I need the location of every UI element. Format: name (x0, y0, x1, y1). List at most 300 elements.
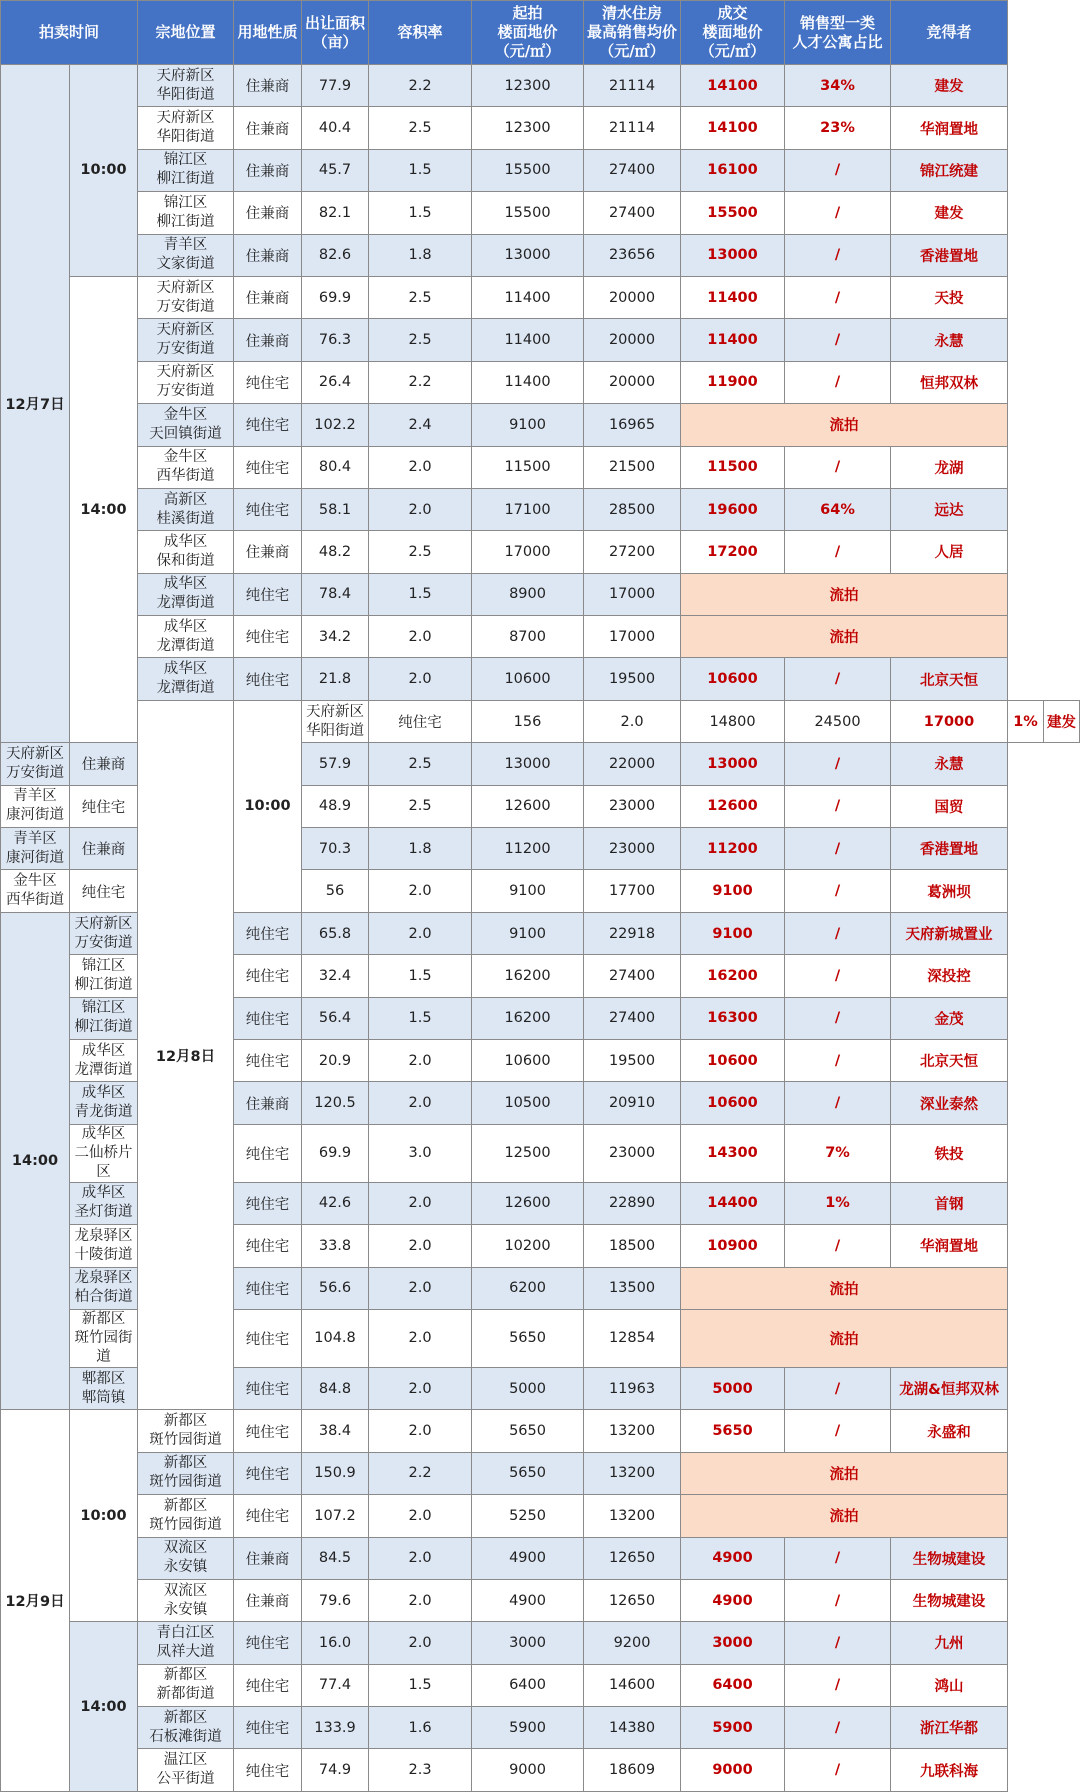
floor-area-ratio: 2.0 (369, 446, 472, 488)
floor-area-ratio: 2.0 (369, 870, 472, 912)
header-talent-ratio: 销售型一类 人才公寓占比 (785, 1, 891, 65)
table-row (1, 1749, 1080, 1791)
start-price: 10500 (472, 1082, 584, 1124)
header-start-price: 起拍 楼面地价 （元/㎡） (472, 1, 584, 65)
land-location: 青羊区 康河街道 (1, 785, 70, 827)
max-sale-price: 13200 (584, 1495, 681, 1537)
land-location: 天府新区 华阳街道 (138, 107, 234, 149)
start-price: 5250 (472, 1495, 584, 1537)
max-sale-price: 22918 (584, 912, 681, 954)
land-location: 高新区 桂溪街道 (138, 488, 234, 530)
start-price: 13000 (472, 234, 584, 276)
land-area: 76.3 (302, 319, 369, 361)
start-price: 11400 (472, 361, 584, 403)
winner-name: 远达 (891, 488, 1008, 530)
max-sale-price: 14380 (584, 1707, 681, 1749)
table-row (1, 488, 1080, 530)
land-location: 新都区 斑竹园街道 (138, 1452, 234, 1494)
max-sale-price: 13200 (584, 1410, 681, 1452)
start-price: 10600 (472, 1039, 584, 1081)
land-location: 金牛区 西华街道 (1, 870, 70, 912)
land-location: 成华区 龙潭街道 (138, 616, 234, 658)
max-sale-price: 17700 (584, 870, 681, 912)
deal-price: 11200 (681, 828, 785, 870)
land-location: 新都区 新都街道 (138, 1664, 234, 1706)
land-use: 纯住宅 (234, 488, 302, 530)
max-sale-price: 18609 (584, 1749, 681, 1791)
floor-area-ratio: 2.5 (369, 276, 472, 318)
failed-auction-label: 流拍 (681, 1452, 1008, 1494)
table-row (1, 319, 1080, 361)
winner-name: 深业泰然 (891, 1082, 1008, 1124)
auction-date: 12月7日 (1, 65, 70, 743)
start-price: 8700 (472, 616, 584, 658)
max-sale-price: 27400 (584, 997, 681, 1039)
deal-price: 9000 (681, 1749, 785, 1791)
deal-price: 11500 (681, 446, 785, 488)
start-price: 9100 (472, 912, 584, 954)
land-location: 天府新区 万安街道 (70, 912, 138, 954)
winner-name: 深投控 (891, 955, 1008, 997)
winner-name: 金茂 (891, 997, 1008, 1039)
land-location: 青羊区 文家街道 (138, 234, 234, 276)
max-sale-price: 23000 (584, 1124, 681, 1182)
land-use: 住兼商 (70, 828, 138, 870)
talent-apartment-ratio: / (785, 743, 891, 785)
start-price: 12600 (472, 785, 584, 827)
winner-name: 建发 (891, 65, 1008, 107)
deal-price: 13000 (681, 743, 785, 785)
floor-area-ratio: 2.0 (369, 1622, 472, 1664)
table-row (1, 1537, 1080, 1579)
land-area: 133.9 (302, 1707, 369, 1749)
land-location: 新都区 石板滩街道 (138, 1707, 234, 1749)
max-sale-price: 27400 (584, 149, 681, 191)
max-sale-price: 12854 (584, 1309, 681, 1367)
land-use: 纯住宅 (234, 1367, 302, 1409)
land-use: 纯住宅 (234, 573, 302, 615)
winner-name: 恒邦双林 (891, 361, 1008, 403)
start-price: 17000 (472, 531, 584, 573)
winner-name: 华润置地 (891, 1225, 1008, 1267)
max-sale-price: 18500 (584, 1225, 681, 1267)
deal-price: 5900 (681, 1707, 785, 1749)
land-use: 纯住宅 (234, 616, 302, 658)
start-price: 12600 (472, 1182, 584, 1224)
talent-apartment-ratio: / (785, 1225, 891, 1267)
deal-price: 10600 (681, 658, 785, 700)
start-price: 5650 (472, 1452, 584, 1494)
auction-time: 10:00 (234, 700, 302, 912)
land-location: 新都区 斑竹园街道 (138, 1410, 234, 1452)
land-location: 天府新区 华阳街道 (138, 65, 234, 107)
floor-area-ratio: 1.6 (369, 1707, 472, 1749)
land-area: 77.4 (302, 1664, 369, 1706)
header-deal-price: 成交 楼面地价 （元/㎡） (681, 1, 785, 65)
land-location: 青白江区 凤祥大道 (138, 1622, 234, 1664)
talent-apartment-ratio: / (785, 658, 891, 700)
land-location: 天府新区 华阳街道 (302, 700, 369, 742)
max-sale-price: 11963 (584, 1367, 681, 1409)
talent-apartment-ratio: / (785, 276, 891, 318)
land-use: 住兼商 (234, 1579, 302, 1621)
land-use: 住兼商 (234, 319, 302, 361)
deal-price: 19600 (681, 488, 785, 530)
deal-price: 10900 (681, 1225, 785, 1267)
land-area: 82.6 (302, 234, 369, 276)
land-area: 32.4 (302, 955, 369, 997)
land-location: 双流区 永安镇 (138, 1537, 234, 1579)
winner-name: 生物城建设 (891, 1537, 1008, 1579)
start-price: 5000 (472, 1367, 584, 1409)
talent-apartment-ratio: / (785, 1039, 891, 1081)
table-row (1, 361, 1080, 403)
start-price: 12300 (472, 65, 584, 107)
talent-apartment-ratio: 1% (785, 1182, 891, 1224)
talent-apartment-ratio: / (785, 1367, 891, 1409)
start-price: 8900 (472, 573, 584, 615)
floor-area-ratio: 2.0 (369, 616, 472, 658)
floor-area-ratio: 2.0 (369, 658, 472, 700)
deal-price: 9100 (681, 912, 785, 954)
land-use: 纯住宅 (234, 1309, 302, 1367)
max-sale-price: 13200 (584, 1452, 681, 1494)
land-location: 成华区 龙潭街道 (138, 573, 234, 615)
max-sale-price: 12650 (584, 1537, 681, 1579)
max-sale-price: 23656 (584, 234, 681, 276)
start-price: 11400 (472, 276, 584, 318)
land-location: 成华区 龙潭街道 (138, 658, 234, 700)
floor-area-ratio: 2.0 (369, 1367, 472, 1409)
start-price: 11500 (472, 446, 584, 488)
deal-price: 16100 (681, 149, 785, 191)
max-sale-price: 27400 (584, 192, 681, 234)
deal-price: 11400 (681, 276, 785, 318)
deal-price: 4900 (681, 1579, 785, 1621)
talent-apartment-ratio: / (785, 1749, 891, 1791)
start-price: 16200 (472, 997, 584, 1039)
land-location: 金牛区 天回镇街道 (138, 404, 234, 446)
start-price: 5650 (472, 1309, 584, 1367)
winner-name: 葛洲坝 (891, 870, 1008, 912)
land-area: 33.8 (302, 1225, 369, 1267)
land-use: 住兼商 (234, 149, 302, 191)
talent-apartment-ratio: 64% (785, 488, 891, 530)
max-sale-price: 22890 (584, 1182, 681, 1224)
land-area: 74.9 (302, 1749, 369, 1791)
land-use: 纯住宅 (234, 1039, 302, 1081)
max-sale-price: 19500 (584, 658, 681, 700)
start-price: 3000 (472, 1622, 584, 1664)
land-use: 纯住宅 (234, 1124, 302, 1182)
winner-name: 国贸 (891, 785, 1008, 827)
failed-auction-label: 流拍 (681, 616, 1008, 658)
floor-area-ratio: 2.2 (369, 65, 472, 107)
land-use: 纯住宅 (234, 1410, 302, 1452)
land-use: 纯住宅 (234, 1495, 302, 1537)
start-price: 9000 (472, 1749, 584, 1791)
table-row (1, 65, 1080, 107)
land-use: 纯住宅 (234, 955, 302, 997)
deal-price: 17200 (681, 531, 785, 573)
land-use: 住兼商 (234, 234, 302, 276)
land-area: 58.1 (302, 488, 369, 530)
talent-apartment-ratio: 1% (1008, 700, 1044, 742)
land-area: 69.9 (302, 1124, 369, 1182)
land-use: 住兼商 (234, 192, 302, 234)
land-location: 锦江区 柳江街道 (70, 955, 138, 997)
land-use: 纯住宅 (234, 1452, 302, 1494)
land-location: 天府新区 万安街道 (138, 319, 234, 361)
land-use: 纯住宅 (234, 1749, 302, 1791)
max-sale-price: 16965 (584, 404, 681, 446)
deal-price: 12600 (681, 785, 785, 827)
failed-auction-label: 流拍 (681, 1495, 1008, 1537)
talent-apartment-ratio: / (785, 149, 891, 191)
land-use: 纯住宅 (234, 997, 302, 1039)
land-location: 锦江区 柳江街道 (138, 149, 234, 191)
table-row (1, 149, 1080, 191)
auction-time: 10:00 (70, 1410, 138, 1622)
talent-apartment-ratio: / (785, 1579, 891, 1621)
land-use: 纯住宅 (234, 1182, 302, 1224)
talent-apartment-ratio: / (785, 192, 891, 234)
land-area: 56.4 (302, 997, 369, 1039)
land-area: 150.9 (302, 1452, 369, 1494)
land-area: 84.5 (302, 1537, 369, 1579)
winner-name: 龙湖&恒邦双林 (891, 1367, 1008, 1409)
header-max-sale-price: 清水住房 最高销售均价 （元/㎡） (584, 1, 681, 65)
header-land-use: 用地性质 (234, 1, 302, 65)
floor-area-ratio: 1.5 (369, 192, 472, 234)
land-use: 纯住宅 (234, 361, 302, 403)
floor-area-ratio: 2.0 (369, 1182, 472, 1224)
winner-name: 天府新城置业 (891, 912, 1008, 954)
max-sale-price: 23000 (584, 785, 681, 827)
deal-price: 14100 (681, 107, 785, 149)
auction-date: 12月9日 (1, 1410, 70, 1792)
winner-name: 人居 (891, 531, 1008, 573)
auction-time: 10:00 (70, 65, 138, 277)
max-sale-price: 17000 (584, 616, 681, 658)
land-location: 双流区 永安镇 (138, 1579, 234, 1621)
start-price: 5900 (472, 1707, 584, 1749)
land-location: 龙泉驿区 柏合街道 (70, 1267, 138, 1309)
max-sale-price: 27400 (584, 955, 681, 997)
land-area: 65.8 (302, 912, 369, 954)
auction-time: 14:00 (70, 276, 138, 742)
land-area: 104.8 (302, 1309, 369, 1367)
floor-area-ratio: 2.0 (369, 1495, 472, 1537)
failed-auction-label: 流拍 (681, 573, 1008, 615)
land-area: 107.2 (302, 1495, 369, 1537)
land-area: 56 (302, 870, 369, 912)
deal-price: 13000 (681, 234, 785, 276)
floor-area-ratio: 2.0 (369, 1309, 472, 1367)
start-price: 9100 (472, 870, 584, 912)
deal-price: 10600 (681, 1039, 785, 1081)
start-price: 4900 (472, 1537, 584, 1579)
land-use: 纯住宅 (70, 870, 138, 912)
deal-price: 14400 (681, 1182, 785, 1224)
winner-name: 铁投 (891, 1124, 1008, 1182)
land-area: 78.4 (302, 573, 369, 615)
land-use: 住兼商 (234, 107, 302, 149)
start-price: 13000 (472, 743, 584, 785)
winner-name: 九联科海 (891, 1749, 1008, 1791)
land-area: 21.8 (302, 658, 369, 700)
table-row (1, 658, 1080, 700)
deal-price: 14300 (681, 1124, 785, 1182)
winner-name: 鸿山 (891, 1664, 1008, 1706)
max-sale-price: 9200 (584, 1622, 681, 1664)
talent-apartment-ratio: / (785, 319, 891, 361)
max-sale-price: 20000 (584, 361, 681, 403)
floor-area-ratio: 2.4 (369, 404, 472, 446)
land-location: 天府新区 万安街道 (1, 743, 70, 785)
winner-name: 天投 (891, 276, 1008, 318)
header-auction-time: 拍卖时间 (1, 1, 138, 65)
land-location: 新都区 斑竹园街道 (138, 1495, 234, 1537)
deal-price: 16300 (681, 997, 785, 1039)
land-area: 70.3 (302, 828, 369, 870)
table-row (1, 1664, 1080, 1706)
start-price: 5650 (472, 1410, 584, 1452)
talent-apartment-ratio: / (785, 1707, 891, 1749)
talent-apartment-ratio: 7% (785, 1124, 891, 1182)
floor-area-ratio: 3.0 (369, 1124, 472, 1182)
deal-price: 6400 (681, 1664, 785, 1706)
start-price: 10200 (472, 1225, 584, 1267)
talent-apartment-ratio: / (785, 912, 891, 954)
max-sale-price: 27200 (584, 531, 681, 573)
land-location: 锦江区 柳江街道 (70, 997, 138, 1039)
land-area: 156 (472, 700, 584, 742)
max-sale-price: 14600 (584, 1664, 681, 1706)
floor-area-ratio: 2.5 (369, 743, 472, 785)
deal-price: 5650 (681, 1410, 785, 1452)
start-price: 15500 (472, 149, 584, 191)
table-row (1, 1622, 1080, 1664)
failed-auction-label: 流拍 (681, 1309, 1008, 1367)
deal-price: 9100 (681, 870, 785, 912)
land-location: 锦江区 柳江街道 (138, 192, 234, 234)
winner-name: 华润置地 (891, 107, 1008, 149)
deal-price: 14100 (681, 65, 785, 107)
floor-area-ratio: 2.5 (369, 785, 472, 827)
floor-area-ratio: 2.3 (369, 1749, 472, 1791)
winner-name: 香港置地 (891, 828, 1008, 870)
winner-name: 北京天恒 (891, 1039, 1008, 1081)
land-use: 纯住宅 (234, 1664, 302, 1706)
land-area: 34.2 (302, 616, 369, 658)
land-location: 天府新区 万安街道 (138, 361, 234, 403)
floor-area-ratio: 2.0 (369, 1225, 472, 1267)
floor-area-ratio: 2.0 (369, 1082, 472, 1124)
land-area: 45.7 (302, 149, 369, 191)
header-row (1, 1, 1080, 65)
land-location: 温江区 公平街道 (138, 1749, 234, 1791)
floor-area-ratio: 2.0 (584, 700, 681, 742)
table-row (1, 1452, 1080, 1494)
max-sale-price: 23000 (584, 828, 681, 870)
start-price: 6200 (472, 1267, 584, 1309)
land-area: 102.2 (302, 404, 369, 446)
floor-area-ratio: 2.0 (369, 1537, 472, 1579)
start-price: 4900 (472, 1579, 584, 1621)
land-area: 48.2 (302, 531, 369, 573)
table-row (1, 1579, 1080, 1621)
talent-apartment-ratio: / (785, 1410, 891, 1452)
land-area: 42.6 (302, 1182, 369, 1224)
land-area: 79.6 (302, 1579, 369, 1621)
talent-apartment-ratio: / (785, 870, 891, 912)
max-sale-price: 20000 (584, 319, 681, 361)
max-sale-price: 21500 (584, 446, 681, 488)
deal-price: 11400 (681, 319, 785, 361)
table-row (1, 446, 1080, 488)
floor-area-ratio: 2.0 (369, 488, 472, 530)
winner-name: 九州 (891, 1622, 1008, 1664)
table-row (1, 1707, 1080, 1749)
land-area: 80.4 (302, 446, 369, 488)
table-row (1, 192, 1080, 234)
winner-name: 永慧 (891, 743, 1008, 785)
deal-price: 15500 (681, 192, 785, 234)
land-location: 龙泉驿区 十陵街道 (70, 1225, 138, 1267)
land-area: 77.9 (302, 65, 369, 107)
talent-apartment-ratio: / (785, 785, 891, 827)
winner-name: 永慧 (891, 319, 1008, 361)
header-area: 出让面积 （亩） (302, 1, 369, 65)
floor-area-ratio: 2.5 (369, 107, 472, 149)
land-location: 青羊区 康河街道 (1, 828, 70, 870)
land-location: 成华区 龙潭街道 (70, 1039, 138, 1081)
header-far: 容积率 (369, 1, 472, 65)
max-sale-price: 21114 (584, 65, 681, 107)
talent-apartment-ratio: / (785, 997, 891, 1039)
max-sale-price: 20910 (584, 1082, 681, 1124)
auction-time: 14:00 (70, 1622, 138, 1792)
land-area: 69.9 (302, 276, 369, 318)
land-location: 成华区 圣灯街道 (70, 1182, 138, 1224)
failed-auction-label: 流拍 (681, 1267, 1008, 1309)
header-location: 宗地位置 (138, 1, 234, 65)
start-price: 11400 (472, 319, 584, 361)
floor-area-ratio: 2.5 (369, 531, 472, 573)
floor-area-ratio: 2.5 (369, 319, 472, 361)
max-sale-price: 20000 (584, 276, 681, 318)
table-row (1, 234, 1080, 276)
land-use: 纯住宅 (234, 658, 302, 700)
land-use: 纯住宅 (234, 446, 302, 488)
land-area: 120.5 (302, 1082, 369, 1124)
start-price: 16200 (472, 955, 584, 997)
land-use: 纯住宅 (234, 912, 302, 954)
deal-price: 17000 (891, 700, 1008, 742)
land-use: 住兼商 (234, 1537, 302, 1579)
land-area: 40.4 (302, 107, 369, 149)
land-area: 26.4 (302, 361, 369, 403)
land-use: 纯住宅 (70, 785, 138, 827)
floor-area-ratio: 2.0 (369, 1267, 472, 1309)
talent-apartment-ratio: / (785, 1537, 891, 1579)
table-row (1, 531, 1080, 573)
land-use: 住兼商 (234, 531, 302, 573)
land-location: 郫都区 郫筒镇 (70, 1367, 138, 1409)
floor-area-ratio: 2.2 (369, 361, 472, 403)
start-price: 6400 (472, 1664, 584, 1706)
